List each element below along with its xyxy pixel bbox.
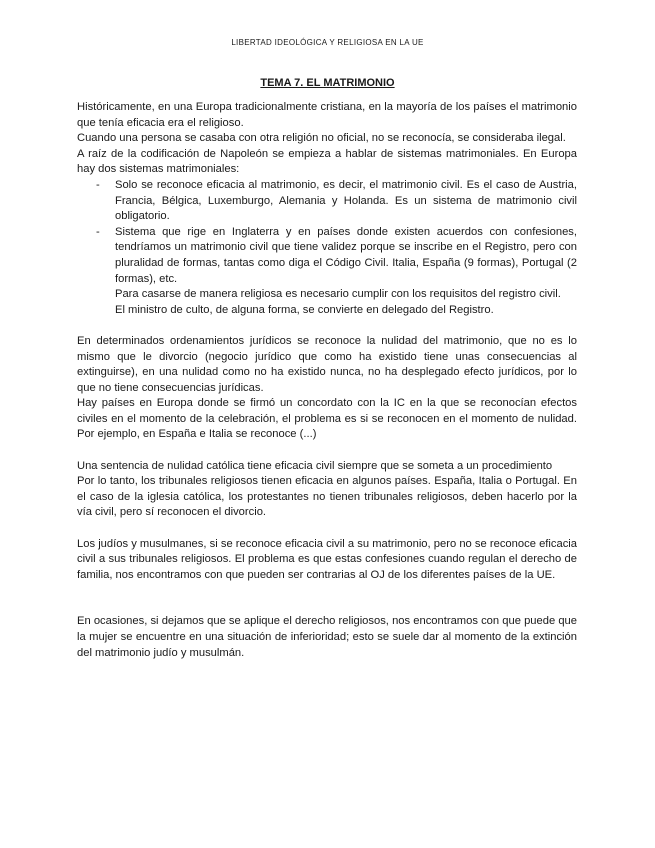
list-item-text: Solo se reconoce eficacia al matrimonio, es decir, el matrimonio civil. Es el caso de Austria, Francia, Bélgica, Luxemburgo, Alemania y Holanda. Es un sistema de matrimonio civil obligatorio. [115,178,577,223]
page-title: TEMA 7. EL MATRIMONIO [260,77,395,89]
list-item-subtext: El ministro de culto, de alguna forma, se convierte en delegado del Registro. [115,303,494,316]
paragraph: Hay países en Europa donde se firmó un concordato con la IC en la que se reconocían efectos civiles en el momento de la celebración, el problema es si se reconocen en el momento de nulidad. Por ejemplo, en España e Italia se reconoce (...) [77,397,577,441]
paragraph: En ocasiones, si dejamos que se aplique el derecho religiosos, nos encontramos con que puede que la mujer se encuentre en una situación de inferioridad; esto se suele dar al momento de la extinción del matrimonio judío y musulmán. [77,615,577,659]
paragraph: Cuando una persona se casaba con otra religión no oficial, no se reconocía, se consideraba ilegal. [77,132,566,145]
list-item-subtext: Para casarse de manera religiosa es necesario cumplir con los requisitos del registro civil. [115,288,561,301]
list-item [77,225,577,319]
paragraph: Una sentencia de nulidad católica tiene eficacia civil siempre que se someta a un procedimiento [77,459,553,472]
paragraph: Por lo tanto, los tribunales religiosos tienen eficacia en algunos países. España, Italia o Portugal. En el caso de la iglesia católica, los protestantes no tienen tribunales religiosos, deben hacerlo por la vía civil, pero sí reconocen el divorcio. [77,475,577,519]
paragraph: En determinados ordenamientos jurídicos se reconoce la nulidad del matrimonio, que no es lo mismo que le divorcio (negocio jurídico que como ha existido tiene unas consecuencias al extinguirse), en una nulidad como no ha existido nunca, no ha desplegado efecto jurídicos, por lo que no tiene consecuencias jurídicas. [77,334,577,394]
bullet-dash: - [96,178,100,191]
paragraph: Los judíos y musulmanes, si se reconoce eficacia civil a su matrimonio, pero no se reconoce eficacia civil a sus tribunales religiosos. El problema es que estas confesiones cuando regulan el derecho de familia, nos encontramos con que pueden ser contrarias al OJ de los diferentes países de la UE. [77,537,577,581]
paragraph: A raíz de la codificación de Napoleón se empieza a hablar de sistemas matrimoniales. En Europa hay dos sistemas matrimoniales: [77,147,577,176]
list-item-text: Sistema que rige en Inglaterra y en países donde existen acuerdos con confesiones, tendríamos un matrimonio civil que tiene validez porque se inscribe en el Registro, pero con pluralidad de formas, tantas como diga el Código Civil. Italia, España (9 formas), Portugal (2 formas), etc. [115,225,577,285]
bullet-list [77,178,577,318]
paragraph: Históricamente, en una Europa tradicionalmente cristiana, en la mayoría de los países el matrimonio que tenía eficacia era el religioso. [77,101,577,129]
list-item [77,178,577,225]
running-header: LIBERTAD IDEOLÓGICA Y RELIGIOSA EN LA UE [231,38,424,47]
bullet-dash: - [96,225,100,238]
document-body [77,100,577,661]
